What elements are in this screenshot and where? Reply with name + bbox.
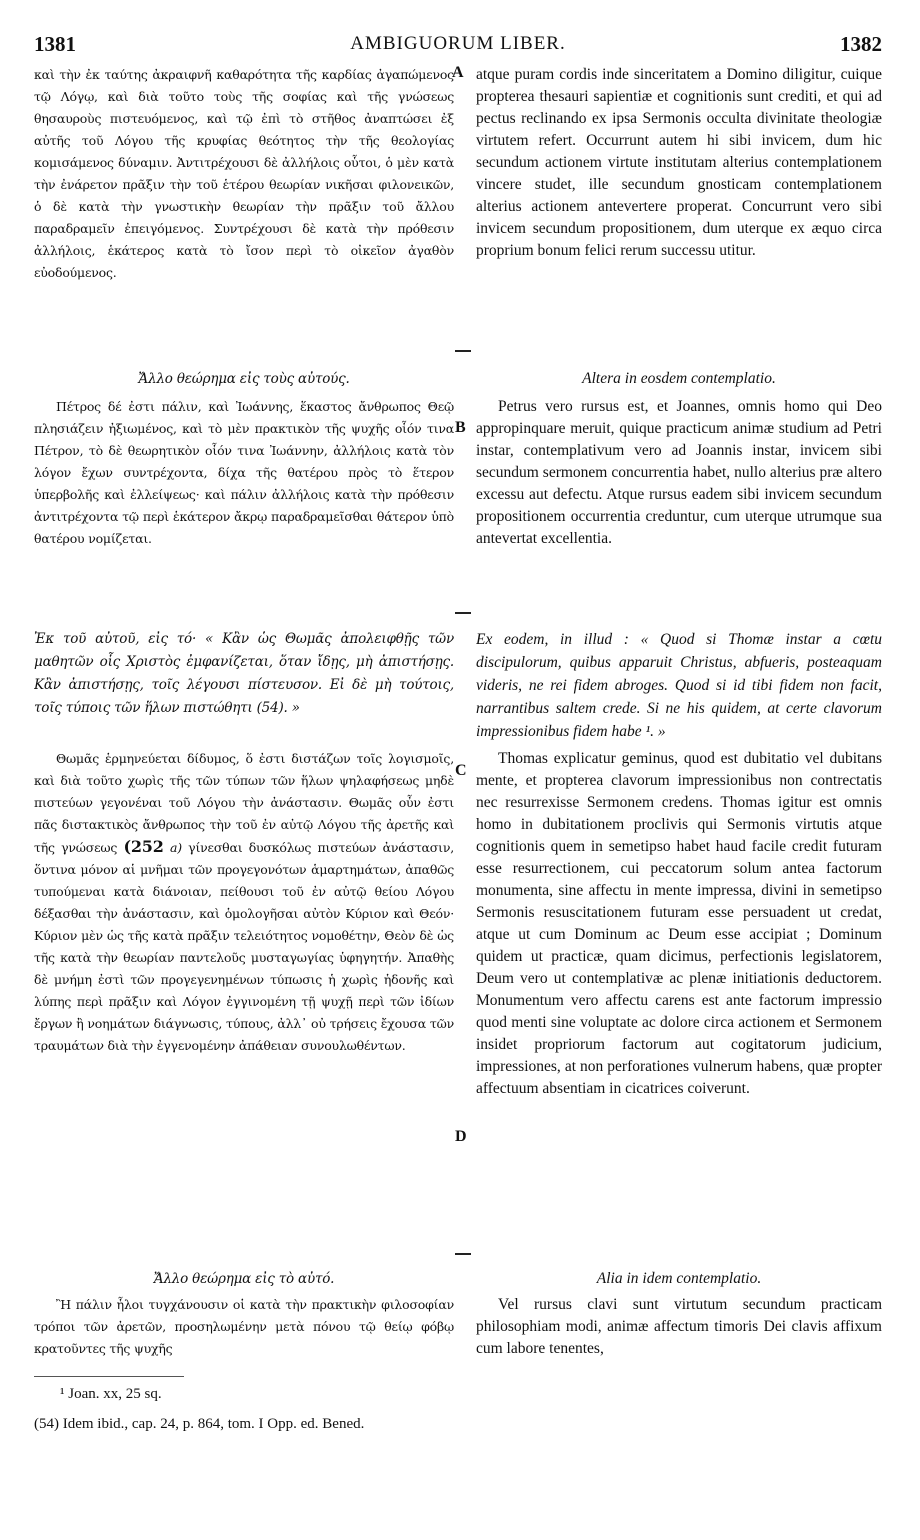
greek-paragraph-3a: Θωμᾶς ἑρμηνεύεται δίδυμος, ὅ ἐστι διστάζων τοῖς λογισμοῖς, καὶ διὰ τοῦτο χωρὶς τῆς τῶν τύπων τῶν ἥλων ψηλαφήσεως μηδὲ πιστεύων γεγονέναι τοῦ Λόγου τὴν ἀνάστασιν. Θωμᾶς οὖν ἐστι πᾶς διστακτικὸς ἄνθρωπος τὴν τοῦ ἐν αὐτῷ Λόγου τῆς ἀρετῆς καὶ τῆς γνώσεως	[34, 751, 454, 855]
footnote-1: ¹ Joan. xx, 25 sq.	[60, 1386, 162, 1402]
latin-paragraph-2: Petrus vero rursus est, et Joannes, omnis homo qui Deo appropinquare meruit, quique practicum animæ studium ad Petri instar, contemplativum vero ad Joannis instar, invicem sibi secundum sermonem concurrentia habet, nullo alterius præ altero excessu aut defectu. Atque rursus eadem sibi invicem secundum propositionem occurrentia creduntur, cum uterque utrumque sua antevertat excellentia.	[476, 398, 882, 547]
greek-paragraph-1: καὶ τὴν ἐκ ταύτης ἀκραιφνῆ καθαρότητα τῆς καρδίας ἀγαπώμενος τῷ Λόγῳ, καὶ διὰ τοῦτο τοὺς τῆς σοφίας καὶ τῆς γνώσεως θησαυροὺς πιστευόμενος, καὶ τῷ ἐπὶ τὸ στῆθος ἀναπτώσει ἐξ αὐτῆς τοῦ Λόγου τῆς κρυφίας θεότητος τὴν τῆς θεολογίας κομισάμενος δύναμιν. Ἀντιτρέχουσι δὲ ἀλλήλοις οὗτοι, ὁ μὲν κατὰ τὴν ἐνάρετον πρᾶξιν τὴν τοῦ ἑτέρου θεωρίαν νικῆσαι φιλονεικῶν, ὁ δὲ κατὰ τὴν γνωστικὴν θεωρίαν τὴν πρᾶξιν τοῦ ἄλλου παραδραμεῖν ἐπειγόμενος. Συντρέχουσι δὲ κατὰ τὴν πρόθεσιν ἀλλήλοις, ἑκάτερος κατὰ τὸ ἴσον περὶ τὸ οἰκεῖον ἀγαθὸν εὐοδούμενος.	[34, 67, 454, 280]
margin-letter-b: B	[455, 419, 466, 436]
separator-dash	[455, 350, 471, 352]
greek-paragraph-4: Ἢ πάλιν ἧλοι τυγχάνουσιν οἱ κατὰ τὴν πρακτικὴν φιλοσοφίαν τρόποι τῶν ἀρετῶν, προσηλωμένην μετὰ πόνου τῷ θείῳ φόβῳ κρατοῦντες τῆς ψυχῆς	[34, 1297, 454, 1356]
greek-paragraph-2: Πέτρος δέ ἐστι πάλιν, καὶ Ἰωάννης, ἕκαστος ἄνθρωπος Θεῷ πλησιάζειν ἠξιωμένος, καὶ τὸ μὲν πρακτικὸν τῆς ψυχῆς οἷόν τινα Πέτρον, τὸ δὲ θεωρητικὸν οἷόν τινα Ἰωάννην, ἀλλήλοις κατὰ τὸν λόγον ἔχων συντρέχοντα, δίχα τῆς θατέρου πρὸς τὸ ἕτερον ὑπερβολῆς καὶ ἐλλείψεως· καὶ πάλιν ἀλλήλοις κατὰ τὴν πρόθεσιν ἀντιτρέχοντα τῷ περὶ ἑκάτερον ἄκρῳ παραδραμεῖσθαι θάτερον ὑπὸ θατέρου νομίζεται.	[34, 399, 454, 546]
footnote-2: (54) Idem ibid., cap. 24, p. 864, tom. I Opp. ed. Bened.	[34, 1416, 365, 1432]
margin-letter-a: A	[452, 64, 464, 81]
page-number-left: 1381	[34, 32, 76, 56]
greek-paragraph-3b: γίνεσθαι δυσκόλως πιστεύων ἀνάστασιν, ὅντινα μόνον αἱ μνῆμαι τῶν προγεγονότων ἁμαρτημάτων, ἀπαθῶς τυπούμεναι κατὰ διάνοιαν, πείθουσι τοῦ ἐν αὐτῷ θείου Λόγου δέξασθαι τὴν ἀνάστασιν, καὶ ὁμολογῆσαι αὐτὸν Κύριον καὶ Θεόν· Κύριον μὲν ὡς τῆς κατὰ πρᾶξιν τελειότητος νομοθέτην, Θεὸν δὲ ὡς τῆς κατὰ τὴν θεωρίαν παντελοῦς μυσταγωγίας ὑφηγητήν. Ἀπαθὴς δὲ μνήμη ἐστὶ τῶν προγεγενημένων τύπωσις ἡ χωρὶς ἡδονῆς καὶ λύπης περὶ πρᾶξιν καὶ Λόγον ἐγγινομένη τῇ ψυχῇ περὶ τῶν ἰδίων ἔργων ἢ νοημάτων διάγνωσις, τύπους, ἀλλ᾽ οὐ τρήσεις ἔχουσα τῶν τραυμάτων διὰ τὴν ἐγγενομένην ἀπάθειαν συνουλωθέντων.	[34, 840, 454, 1053]
latin-heading-2: Ex eodem, in illud : « Quod si Thomæ instar a cœtu discipulorum, quibus apparuit Christus, abfueris, posteaquam videris, ne rei fidem abroges. Quod si id tibi fidem non facit, narrantibus saltem crede. Si ne his quidem, at certe clavorum impressionibus fidem habe ¹. »	[476, 631, 882, 740]
greek-column-ref-letter: a)	[169, 840, 182, 855]
running-title: AMBIGUORUM LIBER.	[350, 33, 566, 54]
latin-heading-3: Alia in idem contemplatio.	[596, 1270, 762, 1287]
margin-letter-c: C	[455, 762, 467, 779]
greek-heading-2: Ἐκ τοῦ αὐτοῦ, εἰς τό· « Κἂν ὡς Θωμᾶς ἀπολειφθῇς τῶν μαθητῶν οἷς Χριστὸς ἐμφανίζεται, ὅταν ἴδῃς, μὴ ἀπιστήσῃς. Κἂν ἀπιστήσῃς, τοῖς λέγουσι πίστευσον. Εἰ δὲ μὴ τούτοις, τοῖς τύποις τῶν ἥλων πιστώθητι (54). »	[34, 631, 454, 716]
greek-heading-1: Ἄλλο θεώρημα εἰς τοὺς αὐτούς.	[138, 371, 350, 387]
latin-heading-1: Altera in eosdem contemplatio.	[582, 370, 776, 387]
greek-heading-3: Ἄλλο θεώρημα εἰς τὸ αὐτό.	[153, 1271, 335, 1287]
greek-column-ref: (252	[123, 837, 164, 856]
latin-paragraph-1: atque puram cordis inde sinceritatem a Domino diligitur, cuique propterea thesauri sapientiæ et cognitionis sunt crediti, et qui ad pectus reclinando ex ipsa Sermonis occulta divinitate theologiæ virtutem refert. Occurrunt autem hi sibi invicem, dum hic secundum actionem virtute institutam alterius contemplationem vincere studet, ille secundum gnosticam contemplationem alterius actionem antevertere properat. Concurrunt vero sibi invicem secundum propositionem, dum uterque ex æquo circa proprium bonum felici rerum successu utitur.	[476, 66, 882, 259]
separator-dash	[455, 612, 471, 614]
latin-paragraph-3: Thomas explicatur geminus, quod est dubitatio vel dubitans mente, et propterea clavorum impressionibus non contrectatis nec resurrexisse Sermonem credens. Thomas igitur est omnis homo in dubitationem proclivis qui Sermonis virtutis atque cognitionis quem in semetipso habet haud facile credit futuram esse resurrectionem, cui peccatorum solum antea factorum monumenta, sine affectu in mente impressa, divini in semetipso Sermonis resuscitationem futuram esse persuadent ut credat, atque ut cum Dominum ac Deum esse accipiat ; Dominum quidem ut practicæ, quam dicimus, perfectionis legislatorem, Deum vero ut contemplativæ ac plenæ initiationis deductorem. Monumentum vero affectu carens est ante factorum impressio quod menti sine voluptate ac dolore circa actionem et Sermonem insidet propriorum factorum aut cogitatorum judicium, impressiones, at non perforationes vulnerum habens, quæ propter affectuum absentiam in cicatrices coiverunt.	[476, 750, 882, 1097]
greek-paragraph-3	[34, 748, 454, 1246]
footnote-rule	[34, 1376, 184, 1377]
page-number-right: 1382	[840, 32, 882, 56]
separator-dash	[455, 1253, 471, 1255]
margin-letter-d: D	[455, 1128, 467, 1145]
latin-paragraph-4: Vel rursus clavi sunt virtutum secundum practicam philosophiam modi, animæ affectum timoris Dei clavis affixum cum labore tenentes,	[476, 1296, 882, 1357]
running-header	[34, 32, 882, 60]
